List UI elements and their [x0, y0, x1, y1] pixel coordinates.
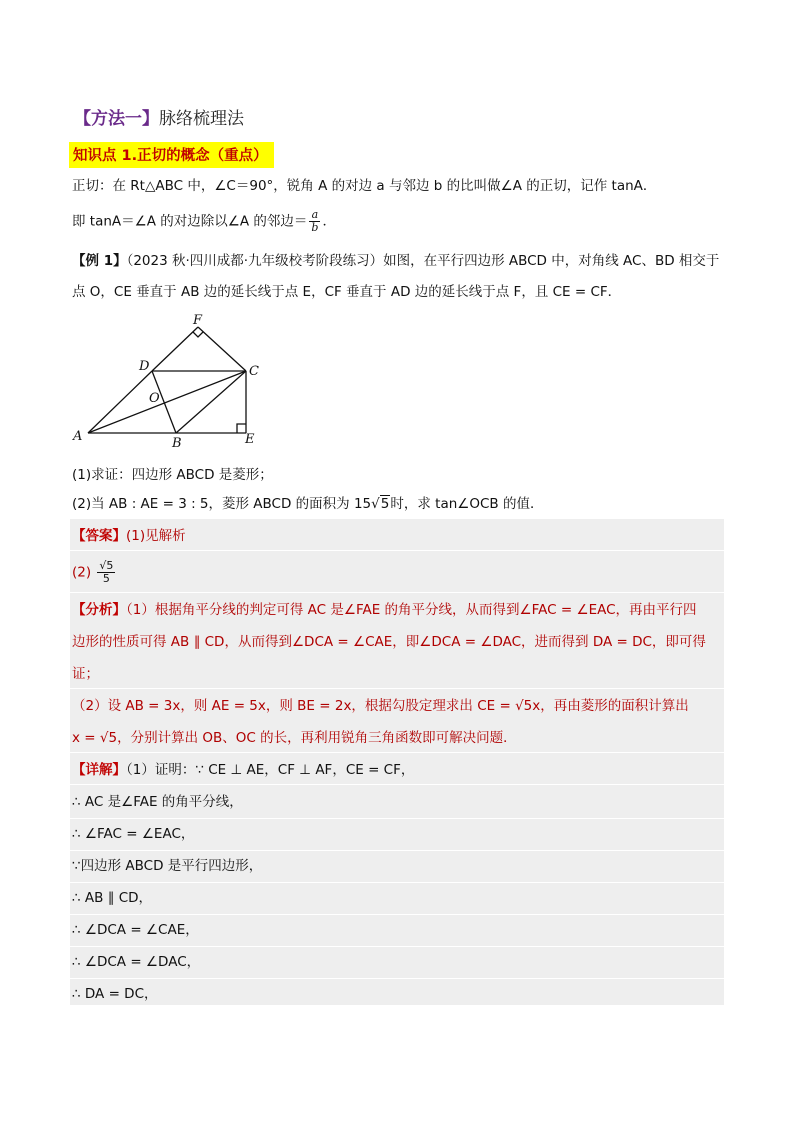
answer-part-1: (1)见解析 [126, 528, 186, 544]
segment-BC [176, 371, 246, 433]
example-line-2: 点 O，CE 垂直于 AB 边的延长线于点 E，CF 垂直于 AD 边的延长线于点 F，且 CE = CF． [72, 284, 622, 300]
detail-line-1 [72, 760, 414, 780]
sqrt-five: √5 [371, 496, 390, 512]
answer-part-2-prefix: (2) [72, 564, 96, 581]
analysis-line-1 [72, 600, 697, 620]
label-E: E [245, 432, 255, 447]
fraction-denominator: b [311, 221, 319, 234]
parallelogram-figure [70, 310, 270, 450]
example-line-1 [72, 251, 719, 271]
label-C: C [249, 364, 259, 379]
definition-line-2-prefix: 即 tanA＝∠A 的对边除以∠A 的邻边＝ [72, 213, 308, 230]
segment-AD [88, 371, 152, 433]
row-separator [70, 592, 724, 593]
label-D: D [139, 359, 150, 374]
row-separator [70, 882, 724, 883]
detail-tag: 【详解】 [72, 762, 126, 778]
right-angle-mark-F [193, 332, 203, 337]
example-tag: 【例 1】 [72, 253, 127, 269]
row-separator [70, 946, 724, 947]
detail-text-1: （1）证明：∵ CE ⊥ AE，CF ⊥ AF，CE = CF， [126, 762, 415, 778]
answer-fraction-denominator: 5 [102, 572, 110, 585]
detail-line-5: ∴ AB ∥ CD， [72, 890, 153, 906]
answer-line-2 [72, 560, 117, 585]
label-F: F [193, 313, 203, 328]
analysis-tag: 【分析】 [72, 602, 126, 618]
example-text-1: （2023 秋·四川成都·九年级校考阶段练习）如图，在平行四边形 ABCD 中，对角线 AC、BD 相交于 [126, 253, 720, 269]
question-2-suffix: 时，求 tan∠OCB 的值． [390, 496, 544, 512]
detail-line-3: ∴ ∠FAC = ∠EAC， [72, 826, 195, 842]
segment-FC [198, 327, 246, 371]
answer-fraction [97, 560, 115, 585]
question-2 [72, 494, 543, 514]
row-separator [70, 688, 724, 689]
knowledge-point-banner: 知识点 1.正切的概念（重点） [69, 142, 274, 168]
question-2-prefix: (2)当 AB : AE = 3 : 5，菱形 ABCD 的面积为 15 [72, 496, 372, 512]
detail-line-6: ∴ ∠DCA = ∠CAE， [72, 922, 199, 938]
analysis-line-3: 证； [72, 666, 99, 682]
diagonal-AC [88, 371, 246, 433]
analysis-text-1: （1）根据角平分线的判定可得 AC 是∠FAE 的角平分线，从而得到∠FAC = ∠EAC，再由平行四 [126, 602, 697, 618]
definition-line-1: 正切：在 Rt△ABC 中，∠C＝90°，锐角 A 的对边 a 与邻边 b 的比叫做∠A 的正切，记作 tanA． [72, 178, 657, 194]
row-separator [70, 550, 724, 551]
analysis-line-2: 边形的性质可得 AB ∥ CD，从而得到∠DCA = ∠CAE，即∠DCA = ∠DAC，进而得到 DA = DC，即可得 [72, 634, 706, 650]
definition-line-2-suffix: ． [322, 213, 336, 230]
analysis-line-5: x = √5，分别计算出 OB、OC 的长，再利用锐角三角函数即可解决问题． [72, 730, 517, 746]
question-1: (1)求证：四边形 ABCD 是菱形； [72, 467, 273, 483]
fraction-numerator: a [309, 209, 320, 222]
row-separator [70, 784, 724, 785]
row-separator [70, 978, 724, 979]
detail-line-4: ∵四边形 ABCD 是平行四边形， [72, 858, 263, 874]
label-B: B [172, 436, 182, 450]
answer-fraction-numerator: √5 [99, 559, 114, 572]
detail-line-8: ∴ DA = DC， [72, 986, 158, 1002]
segment-DF [152, 327, 198, 371]
analysis-line-4: （2）设 AB = 3x，则 AE = 5x，则 BE = 2x，根据勾股定理求出 CE = √5x，再由菱形的面积计算出 [72, 698, 689, 714]
bracket-open: 【 [74, 109, 91, 129]
detail-line-2: ∴ AC 是∠FAE 的角平分线， [72, 794, 243, 810]
answer-line-1 [72, 526, 186, 546]
sqrt-radicand: 5 [380, 496, 390, 512]
label-A: A [73, 429, 83, 444]
label-O: O [149, 391, 160, 406]
row-separator [70, 850, 724, 851]
row-separator [70, 752, 724, 753]
definition-line-2 [72, 209, 336, 234]
bracket-close: 】 [142, 109, 159, 129]
method-title: 脉络梳理法 [159, 109, 244, 129]
detail-line-7: ∴ ∠DCA = ∠DAC， [72, 954, 201, 970]
method-label: 方法一 [91, 109, 142, 129]
method-heading [74, 104, 244, 129]
answer-tag: 【答案】 [72, 528, 126, 544]
fraction-a-over-b [309, 209, 320, 234]
row-separator [70, 914, 724, 915]
row-separator [70, 818, 724, 819]
